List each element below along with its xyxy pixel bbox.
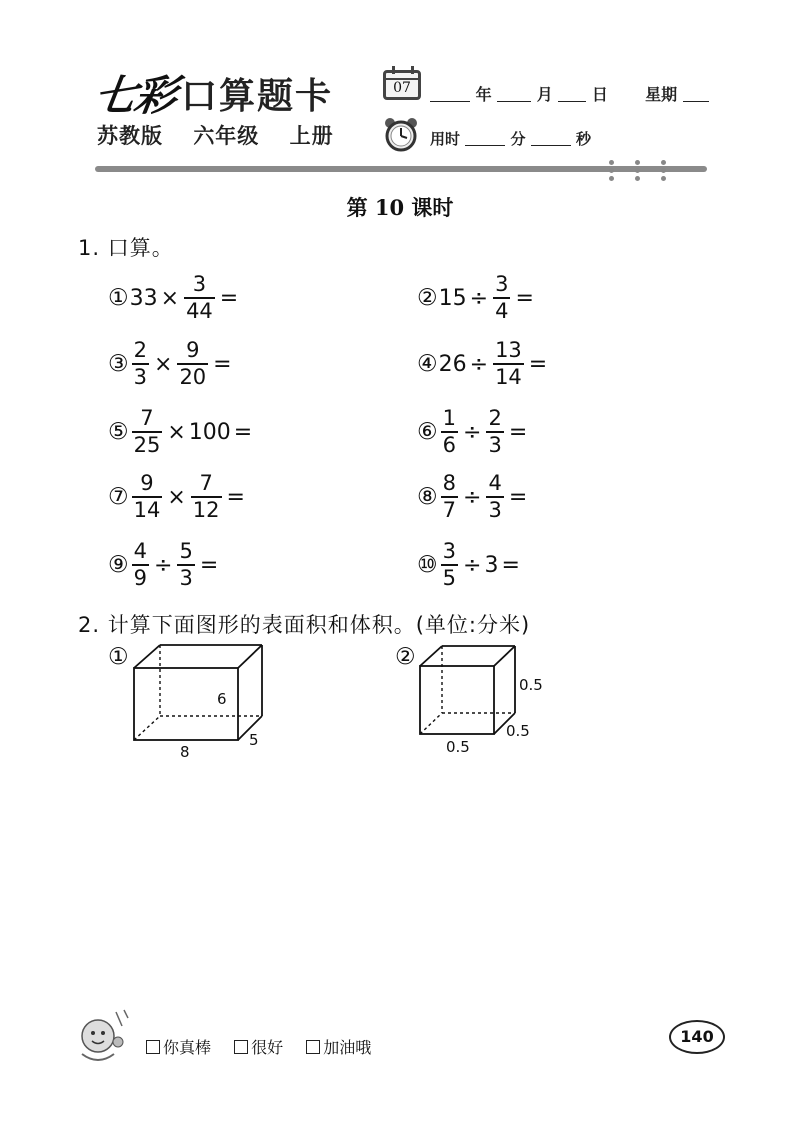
brand	[91, 68, 334, 120]
problem-4: ④ 26 ÷ $\frac{13}{14}$ =	[417, 338, 548, 389]
minutes-blank[interactable]	[465, 131, 505, 146]
grade: 六年级	[193, 124, 260, 148]
date-fields	[430, 82, 709, 105]
header-divider	[95, 166, 707, 172]
divider-dots	[661, 160, 666, 182]
checkbox[interactable]	[146, 1040, 160, 1054]
time-fields	[430, 128, 591, 149]
problem-1: ① 33 × $\frac{3}{44}$ =	[108, 272, 239, 323]
figure2-label: ②	[395, 644, 416, 670]
problem-2: ② 15 ÷ $\frac{3}{4}$ =	[417, 272, 534, 323]
divider-dots	[609, 160, 614, 182]
problem-8: ⑧ $\frac{8}{7}$ ÷ $\frac{4}{3}$ =	[417, 471, 528, 522]
divider-dots	[635, 160, 640, 182]
date-month-label: 月	[536, 85, 553, 104]
seconds-blank[interactable]	[531, 131, 571, 146]
day-blank[interactable]	[558, 87, 586, 102]
book-info	[97, 120, 356, 150]
time-minutes-label: 分	[510, 130, 526, 148]
brand-logo: 七彩	[91, 71, 179, 120]
checkbox[interactable]	[306, 1040, 320, 1054]
self-rating	[146, 1035, 389, 1058]
figure2-length: 0.5	[446, 738, 470, 756]
rating-option-keep-going[interactable]: 加油哦	[306, 1035, 371, 1058]
volume: 上册	[289, 124, 334, 148]
time-label: 用时	[430, 130, 461, 148]
figure1-height: 6	[217, 690, 227, 708]
checkbox[interactable]	[234, 1040, 248, 1054]
lesson-title: 第 10 课时	[346, 195, 454, 220]
rating-option-good[interactable]: 很好	[234, 1035, 283, 1058]
figure2-width: 0.5	[506, 722, 530, 740]
alarm-clock-icon	[383, 116, 419, 152]
year-blank[interactable]	[430, 87, 470, 102]
rating-option-great[interactable]: 你真棒	[146, 1035, 211, 1058]
problem-7: ⑦ $\frac{9}{14}$ × $\frac{7}{12}$ =	[108, 471, 245, 522]
calendar-number: 07	[386, 78, 418, 96]
mascot-icon	[72, 1006, 134, 1068]
figure1-width: 5	[249, 731, 259, 749]
problem-10: ⑩ $\frac{3}{5}$ ÷ 3 =	[417, 539, 520, 590]
problem-9: ⑨ $\frac{4}{9}$ ÷ $\frac{5}{3}$ =	[108, 539, 219, 590]
brand-title: 口算题卡	[181, 75, 334, 117]
problem-5: ⑤ $\frac{7}{25}$ × 100 =	[108, 406, 253, 457]
week-blank[interactable]	[683, 87, 709, 102]
date-day-label: 日	[591, 85, 608, 104]
calendar-icon	[383, 70, 421, 100]
figure1-length: 8	[180, 743, 190, 761]
cube-figure-2	[414, 642, 520, 738]
figure2-height: 0.5	[519, 676, 543, 694]
time-seconds-label: 秒	[575, 130, 591, 148]
cuboid-figure-1	[128, 640, 270, 745]
date-year-label: 年	[475, 85, 492, 104]
section1-heading: 1. 口算。	[78, 236, 174, 260]
edition: 苏教版	[97, 124, 163, 148]
date-week-label: 星期	[645, 85, 678, 104]
month-blank[interactable]	[497, 87, 531, 102]
figure1-label: ①	[108, 644, 129, 670]
page-number: 140	[669, 1020, 725, 1054]
problem-3: ③ $\frac{2}{3}$ × $\frac{9}{20}$ =	[108, 338, 232, 389]
problem-6: ⑥ $\frac{1}{6}$ ÷ $\frac{2}{3}$ =	[417, 406, 528, 457]
section2-heading: 2. 计算下面图形的表面积和体积。(单位:分米)	[78, 613, 531, 637]
